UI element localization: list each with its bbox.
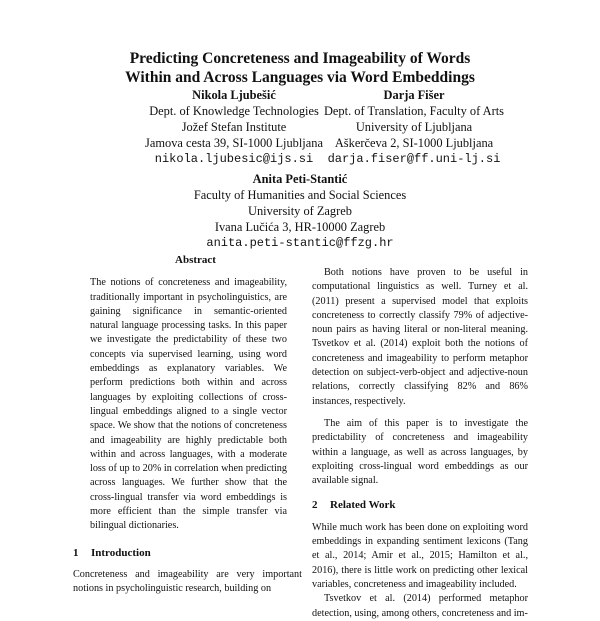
author-block-3 xyxy=(176,171,424,251)
author-address: Jamova cesta 39, SI-1000 Ljubljana xyxy=(145,136,323,150)
author-email: anita.peti-stantic@ffzg.hr xyxy=(206,236,394,250)
paper-title xyxy=(0,49,600,87)
author-email: nikola.ljubesic@ijs.si xyxy=(154,152,314,166)
left-column xyxy=(73,253,302,597)
body-paragraph: Tsvetkov et al. (2014) performed metaphor detection, using, among others, concreteness and im- xyxy=(312,593,528,619)
section-title: Introduction xyxy=(91,546,151,559)
introduction-text: Concreteness and imageability are very important notions in psycholinguistic research, building on xyxy=(73,568,302,595)
body-paragraph: The aim of this paper is to investigate the predictability of concreteness and imageability within a language, as well as across languages, by exploiting cross-lingual word embeddings as our available signal. xyxy=(312,417,528,487)
abstract-text: The notions of concreteness and imageability, traditionally important in psycholinguistics, are gaining significance in semantic-oriented natural language processing tasks. In this paper we investigate the predictability of these two concepts via supervised learning, using word embeddings as explanatory variables. We perform predictions both within and across languages by exploiting collections of cross-lingual embeddings aligned to a single vector space. We show that the notions of concreteness and imageability are highly predictable both within and across languages, with a moderate loss of up to 20% in correlation when predicting across languages. We further show that the cross-lingual transfer via word embeddings is more efficient than the simple transfer via bilingual dictionaries. xyxy=(90,277,287,532)
author-institution: University of Zagreb xyxy=(248,204,352,218)
body-paragraph: Both notions have proven to be useful in computational linguistics as well. Turney et al. (2011) present a supervised model that exploits concreteness to correctly classify 79% of adjective-noun pairs as having literal or non-literal meaning. Tsvetkov et al. (2014) exploit both the notions of concreteness and imageability to perform metaphor detection on subject-verb-object and adjective-noun relations, correctly classifying 82% and 86% instances, respectively. xyxy=(312,267,528,407)
author-institution: Jožef Stefan Institute xyxy=(181,120,287,134)
author-email: darja.fiser@ff.uni-lj.si xyxy=(327,152,501,166)
author-department: Dept. of Translation, Faculty of Arts xyxy=(323,104,504,118)
section-heading-related-work xyxy=(312,498,528,512)
author-name: Nikola Ljubešić xyxy=(192,88,276,102)
author-address: Aškerčeva 2, SI-1000 Ljubljana xyxy=(334,136,494,150)
author-department: Faculty of Humanities and Social Sciences xyxy=(193,188,407,202)
section-heading-introduction xyxy=(73,546,302,560)
title-line-2: Within and Across Languages via Word Embeddings xyxy=(125,69,475,86)
section-number: 2 xyxy=(312,499,318,512)
section-number: 1 xyxy=(73,546,79,559)
author-address: Ivana Lučića 3, HR-10000 Zagreb xyxy=(214,220,386,234)
author-block-2 xyxy=(306,87,522,167)
author-name: Darja Fišer xyxy=(383,88,445,102)
section-title: Related Work xyxy=(330,499,396,512)
author-name: Anita Peti-Stantić xyxy=(252,172,348,186)
title-line-1: Predicting Concreteness and Imageability of Words xyxy=(129,50,471,67)
author-department: Dept. of Knowledge Technologies xyxy=(149,104,319,118)
body-paragraph: While much work has been done on exploiting word embeddings in expanding sentiment lexicons (Tang et al., 2014; Amir et al., 2015; Hamilton et al., 2016), there is little work on predicting other lexical variables, concreteness and imageability included. xyxy=(312,521,528,590)
right-column xyxy=(312,266,528,621)
abstract-heading: Abstract xyxy=(175,254,216,266)
author-institution: University of Ljubljana xyxy=(355,120,473,134)
